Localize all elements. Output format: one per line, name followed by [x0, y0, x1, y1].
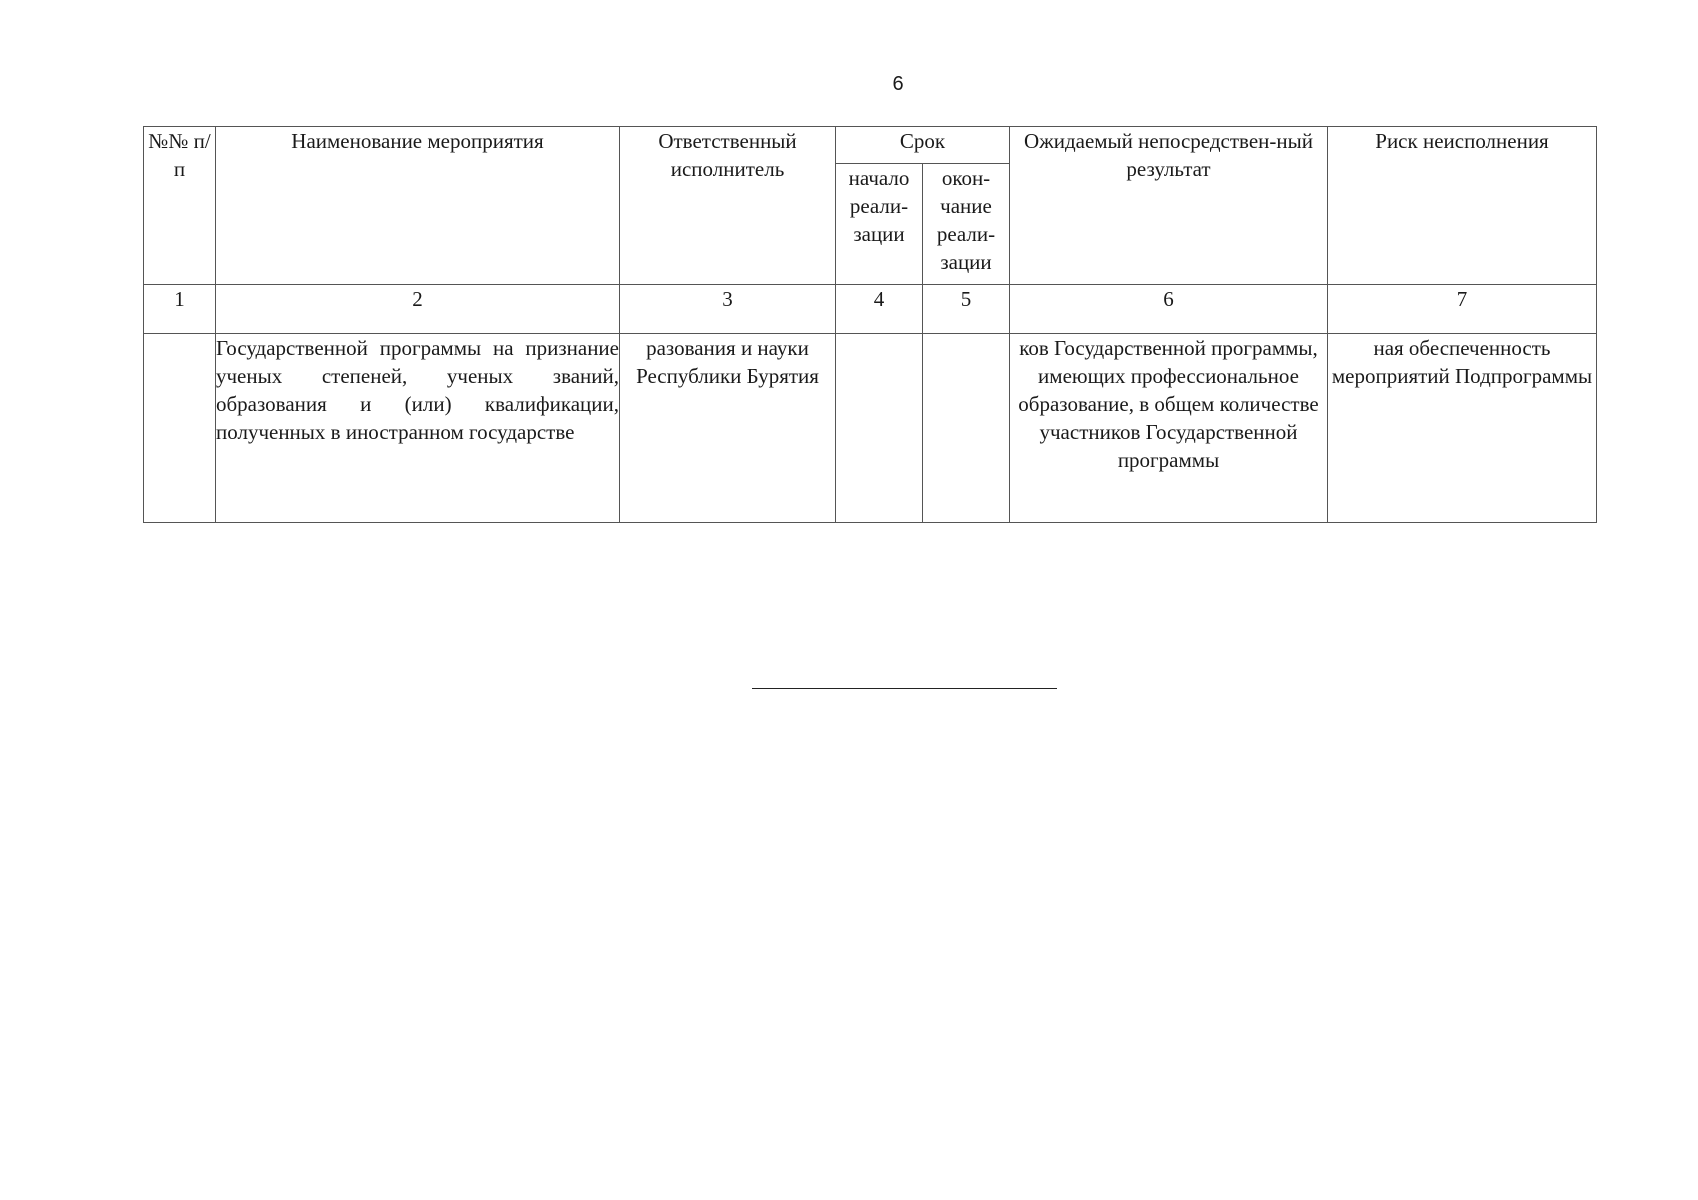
cell-risk: ная обеспеченность мероприятий Подпрограммы	[1328, 334, 1597, 523]
column-number-7: 7	[1328, 285, 1597, 334]
activities-table	[143, 126, 1597, 523]
header-num	[144, 127, 216, 285]
header-term-end-text: окон-чание реали-зации	[936, 166, 996, 274]
column-number-1: 1	[144, 285, 216, 334]
header-name: Наименование мероприятия	[216, 127, 620, 285]
table-row	[144, 334, 1597, 523]
column-number-3: 3	[620, 285, 836, 334]
cell-responsible: разования и науки Республики Бурятия	[620, 334, 836, 523]
column-number-4: 4	[836, 285, 923, 334]
column-number-2: 2	[216, 285, 620, 334]
page-number: 6	[892, 73, 904, 95]
header-term-start-text: начало реали-зации	[848, 166, 910, 246]
column-number-6: 6	[1010, 285, 1328, 334]
cell-result	[1010, 334, 1328, 523]
header-row	[144, 127, 1597, 164]
header-term: Срок	[836, 127, 1010, 164]
header-result-text: Ожидаемый непосредствен-ный результат	[1024, 129, 1313, 181]
column-number-row	[144, 285, 1597, 334]
closing-rule	[752, 688, 1057, 689]
header-responsible	[620, 127, 836, 285]
header-term-start	[836, 164, 923, 285]
header-num-text: №№ п/п	[148, 129, 211, 181]
cell-result-text: ков Государственной программы, имеющих профессиональное образование, в общем количестве участников Государственной программы	[1018, 336, 1319, 472]
header-risk: Риск неисполнения	[1328, 127, 1597, 285]
column-number-5: 5	[923, 285, 1010, 334]
header-result	[1010, 127, 1328, 285]
cell-num	[144, 334, 216, 523]
cell-end	[923, 334, 1010, 523]
header-term-end	[923, 164, 1010, 285]
header-responsible-text: Ответственный исполнитель	[658, 129, 797, 181]
cell-name: Государственной программы на признание ученых степеней, ученых званий, образования и (или) квалификации, полученных в иностранном государстве	[216, 334, 620, 523]
cell-start	[836, 334, 923, 523]
